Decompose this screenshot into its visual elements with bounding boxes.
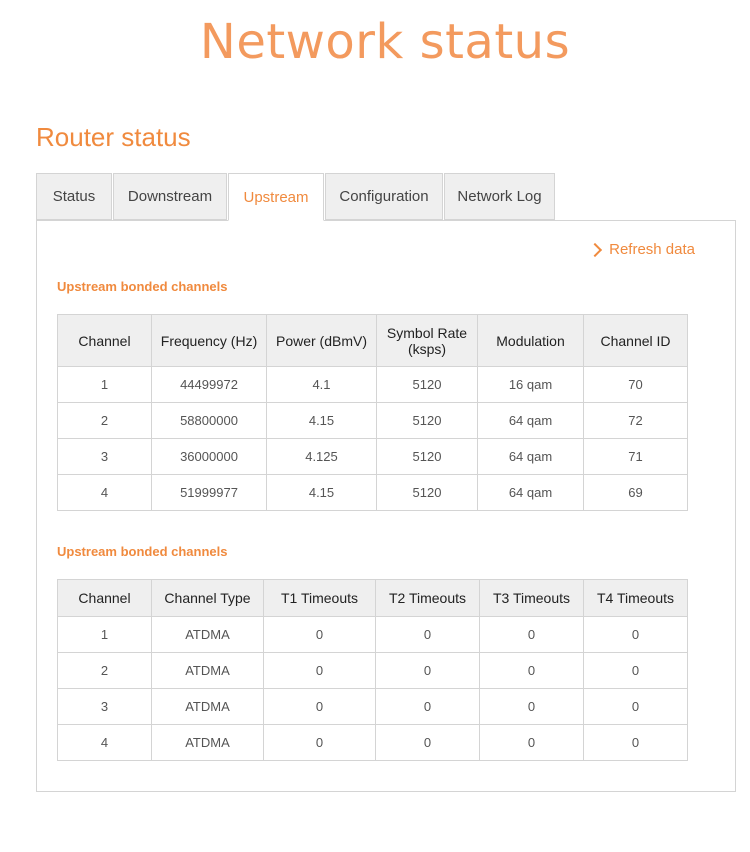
table-row [58,689,688,725]
table-cell: 2 [58,653,152,689]
table-cell: 58800000 [152,403,267,439]
table2-heading: Upstream bonded channels [57,544,228,559]
table-cell: 3 [58,689,152,725]
section-title: Router status [36,122,191,152]
table-cell: 64 qam [478,475,584,511]
table-cell: 4.15 [267,403,377,439]
column-header: Modulation [478,315,584,367]
table-cell: 72 [584,403,688,439]
table-cell: 0 [264,725,376,761]
table-row [58,653,688,689]
column-header: Frequency (Hz) [152,315,267,367]
tab-status[interactable]: Status [36,173,112,220]
refresh-data-link[interactable] [590,241,695,258]
table-cell: 0 [376,689,480,725]
table1-heading: Upstream bonded channels [57,279,228,294]
table-cell: 4.1 [267,367,377,403]
table-cell: 5120 [377,475,478,511]
table-cell: 0 [376,617,480,653]
table-cell: 0 [264,617,376,653]
refresh-data-label: Refresh data [609,241,695,258]
table-cell: 1 [58,367,152,403]
upstream-timeouts-table [57,579,688,761]
table-cell: 44499972 [152,367,267,403]
table-cell: 5120 [377,439,478,475]
tab-downstream[interactable]: Downstream [113,173,227,220]
table-row [58,367,688,403]
table-cell: 0 [264,689,376,725]
table-row [58,439,688,475]
table-row [58,725,688,761]
table-header-row [58,315,688,367]
table-cell: 64 qam [478,403,584,439]
page-title: Network status [199,14,571,70]
upstream-channels-table [57,314,688,511]
table-cell: 0 [584,725,688,761]
table-header-row [58,580,688,617]
table-cell: 0 [376,653,480,689]
column-header: Channel [58,580,152,617]
table-cell: 0 [584,653,688,689]
tab-configuration[interactable]: Configuration [325,173,443,220]
table-cell: 0 [376,725,480,761]
column-header: T4 Timeouts [584,580,688,617]
table-cell: 4 [58,475,152,511]
table-cell: 0 [264,653,376,689]
table-cell: ATDMA [152,689,264,725]
column-header: T2 Timeouts [376,580,480,617]
column-header: Channel Type [152,580,264,617]
table-row [58,403,688,439]
table-cell: 71 [584,439,688,475]
column-header: Symbol Rate (ksps) [377,315,478,367]
upstream-panel [36,220,736,792]
column-header: T3 Timeouts [480,580,584,617]
table-cell: 69 [584,475,688,511]
table-cell: ATDMA [152,653,264,689]
column-header: T1 Timeouts [264,580,376,617]
table-cell: 5120 [377,367,478,403]
table-cell: ATDMA [152,725,264,761]
chevron-right-icon [588,242,602,256]
table-cell: 64 qam [478,439,584,475]
table-cell: 1 [58,617,152,653]
table-cell: ATDMA [152,617,264,653]
table-cell: 51999977 [152,475,267,511]
table-cell: 2 [58,403,152,439]
column-header: Channel [58,315,152,367]
table-cell: 0 [480,653,584,689]
table-cell: 36000000 [152,439,267,475]
column-header: Channel ID [584,315,688,367]
tab-network-log[interactable]: Network Log [444,173,555,220]
table-cell: 0 [584,689,688,725]
table-cell: 4 [58,725,152,761]
table-cell: 4.125 [267,439,377,475]
column-header: Power (dBmV) [267,315,377,367]
table-cell: 70 [584,367,688,403]
table-cell: 16 qam [478,367,584,403]
table-row [58,475,688,511]
table-row [58,617,688,653]
table-cell: 4.15 [267,475,377,511]
table-cell: 5120 [377,403,478,439]
tab-upstream[interactable]: Upstream [228,173,324,221]
table-cell: 0 [480,617,584,653]
table-cell: 0 [480,725,584,761]
table-cell: 3 [58,439,152,475]
table-cell: 0 [480,689,584,725]
table-cell: 0 [584,617,688,653]
